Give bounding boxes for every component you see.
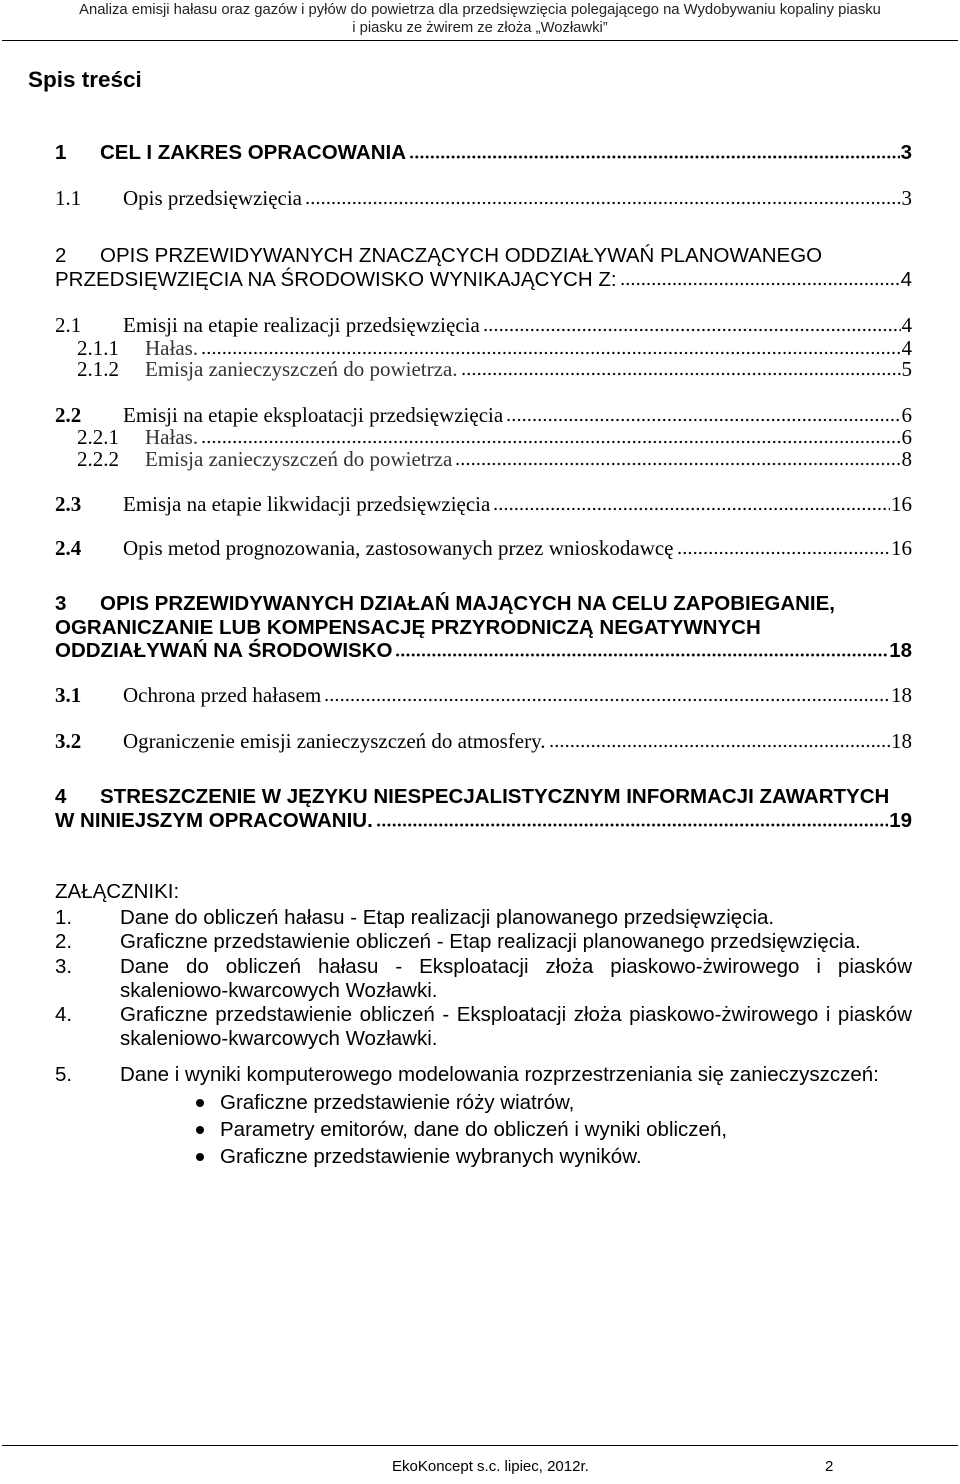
- attachment-number: 1.: [55, 906, 73, 929]
- toc-entry-line: [55, 616, 912, 640]
- attachment-item-5: [55, 1063, 912, 1087]
- toc-dot-leader: [376, 823, 888, 827]
- toc-entry-2-2-2: [77, 447, 912, 471]
- toc-entry-3-1: [55, 683, 912, 707]
- toc-entry-number: 2: [55, 244, 67, 267]
- toc-entry-1: [55, 141, 912, 165]
- attachment-subitem-1: [220, 1091, 574, 1115]
- toc-dot-leader: [409, 155, 900, 159]
- attachment-subitem-text: Graficzne przedstawienie róży wiatrów,: [220, 1091, 575, 1114]
- toc-entry-title: Ograniczenie emisji zanieczyszczeń do atmosfery.: [123, 729, 546, 753]
- toc-entry-number: 2.2.1: [77, 425, 119, 449]
- bullet-icon: [196, 1153, 204, 1161]
- attachment-text-line-2: skaleniowo-kwarcowych Wozławki.: [120, 979, 438, 1002]
- toc-entry-title: Emisji na etapie realizacji przedsięwzięcia: [123, 313, 480, 337]
- toc-entry-title: Ochrona przed hałasem: [123, 683, 322, 707]
- toc-entry-number: 2.1.2: [77, 357, 119, 381]
- attachment-subitem-text: Parametry emitorów, dane do obliczeń i wyniki obliczeń,: [220, 1118, 728, 1141]
- toc-entry-title-line-2: PRZEDSIĘWZIĘCIA NA ŚRODOWISKO WYNIKAJĄCYCH Z:: [55, 267, 617, 291]
- toc-entry-title: Emisja zanieczyszczeń do powietrza: [145, 447, 453, 471]
- toc-entry-title: Hałas.: [145, 336, 199, 360]
- toc-dot-leader: [506, 418, 900, 422]
- toc-entry-number: 2.3: [55, 492, 82, 516]
- toc-page-number: 4: [901, 313, 912, 337]
- toc-entry-number: 3.1: [55, 683, 82, 707]
- attachment-number: 3.: [55, 955, 73, 978]
- toc-entry-title: Emisja na etapie likwidacji przedsięwzięcia: [123, 492, 491, 516]
- toc-entry-3: [55, 592, 912, 663]
- toc-entry-2-4: [55, 536, 912, 560]
- toc-entry-2-2-1: [77, 425, 912, 449]
- toc-entry-title: Opis metod prognozowania, zastosowanych przez wnioskodawcę: [123, 536, 674, 560]
- attachment-subitem-text: Graficzne przedstawienie wybranych wyników.: [220, 1145, 642, 1168]
- toc-page-number: 18: [891, 729, 912, 753]
- toc-dot-leader: [305, 201, 900, 205]
- toc-entry-title: CEL I ZAKRES OPRACOWANIA: [100, 141, 406, 164]
- toc-entry-2-3: [55, 492, 912, 516]
- attachment-text: Dane i wyniki komputerowego modelowania rozprzestrzeniania się zanieczyszczeń:: [120, 1063, 879, 1086]
- toc-entry-title-line-2: OGRANICZANIE LUB KOMPENSACJĘ PRZYRODNICZĄ NEGATYWNYCH: [55, 615, 761, 639]
- toc-dot-leader: [677, 551, 890, 555]
- toc-entry-number: 2.2.2: [77, 447, 119, 471]
- toc-page-number: 8: [901, 447, 912, 471]
- toc-entry-title: Opis przedsięwzięcia: [123, 186, 303, 210]
- toc-page-number: 6: [901, 425, 912, 449]
- toc-entry-line: [55, 785, 912, 809]
- toc-page-number: 4: [901, 336, 912, 360]
- attachment-item-2: [55, 930, 912, 954]
- attachment-number: 4.: [55, 1003, 73, 1026]
- toc-entry-number: 4: [55, 785, 67, 808]
- toc-page-number: 6: [901, 403, 912, 427]
- header-line-1: Analiza emisji hałasu oraz gazów i pyłów do powietrza dla przedsięwzięcia polegającego na Wydobywaniu kopaliny piasku: [79, 2, 881, 18]
- toc-entry-number: 1: [55, 141, 67, 164]
- toc-dot-leader: [493, 507, 890, 511]
- toc-page-number: 18: [889, 639, 912, 662]
- toc-entry-number: 3: [55, 592, 67, 615]
- toc-entry-2: [55, 244, 912, 291]
- header-rule: [2, 40, 958, 41]
- toc-entry-2-1: [55, 313, 912, 337]
- toc-entry-2-2: [55, 403, 912, 427]
- attachment-text: Dane do obliczeń hałasu - Etap realizacji planowanego przedsięwzięcia.: [120, 906, 775, 929]
- attachment-number: 2.: [55, 930, 73, 953]
- bullet-icon: [196, 1099, 204, 1107]
- toc-entry-2-1-2: [77, 357, 912, 381]
- toc-entry-title-line-1: OPIS PRZEWIDYWANYCH ZNACZĄCYCH ODDZIAŁYWAŃ PLANOWANEGO: [100, 244, 823, 267]
- toc-entry-number: 2.2: [55, 403, 82, 427]
- toc-entry-1-1: [55, 186, 912, 210]
- toc-entry-title: Emisja zanieczyszczeń do powietrza.: [145, 357, 458, 381]
- attachment-item-4: [55, 1003, 912, 1051]
- attachment-item-3: [55, 955, 912, 1003]
- toc-title: Spis treści: [28, 67, 142, 92]
- toc-entry-number: 2.1: [55, 313, 82, 337]
- footer-page-number: 2: [825, 1458, 834, 1475]
- toc-entry-number: 2.1.1: [77, 336, 119, 360]
- toc-page-number: 3: [901, 186, 912, 210]
- toc-dot-leader: [620, 282, 900, 286]
- toc-entry-line: [55, 809, 912, 833]
- attachment-item-1: [55, 906, 912, 930]
- toc-dot-leader: [549, 744, 890, 748]
- toc-entry-number: 1.1: [55, 186, 82, 210]
- toc-page-number: 18: [891, 683, 912, 707]
- attachment-subitem-2: [220, 1118, 727, 1142]
- toc-entry-number: 3.2: [55, 729, 82, 753]
- attachment-text-line-1: Dane do obliczeń hałasu - Eksploatacji złoża piaskowo-żwirowego i piasków: [120, 955, 912, 978]
- bullet-icon: [196, 1126, 204, 1134]
- toc-entry-number: 2.4: [55, 536, 82, 560]
- toc-page-number: 3: [900, 141, 912, 164]
- footer-company: EkoKoncept s.c. lipiec, 2012r.: [392, 1458, 589, 1475]
- toc-page-number: 16: [891, 536, 912, 560]
- toc-entry-line: [55, 268, 912, 292]
- toc-dot-leader: [461, 372, 901, 376]
- toc-entry-title: Hałas.: [145, 425, 199, 449]
- toc-entry-title-line-3: ODDZIAŁYWAŃ NA ŚRODOWISKO: [55, 639, 393, 662]
- toc-entry-4: [55, 785, 912, 832]
- toc-page-number: 5: [901, 357, 912, 381]
- toc-dot-leader: [201, 440, 900, 444]
- toc-entry-line: [55, 592, 912, 616]
- attachment-text-line-1: Graficzne przedstawienie obliczeń - Eksploatacji złoża piaskowo-żwirowego i piasków: [120, 1003, 912, 1026]
- toc-entry-line: [55, 244, 912, 268]
- attachment-number: 5.: [55, 1063, 73, 1086]
- attachments-title: ZAŁĄCZNIKI:: [55, 880, 180, 903]
- toc-entry-line: [55, 639, 912, 663]
- attachment-text: Graficzne przedstawienie obliczeń - Etap realizacji planowanego przedsięwzięcia.: [120, 930, 861, 953]
- attachment-text-line-2: skaleniowo-kwarcowych Wozławki.: [120, 1027, 438, 1050]
- toc-dot-leader: [483, 328, 901, 332]
- toc-entry-title-line-1: STRESZCZENIE W JĘZYKU NIESPECJALISTYCZNYM INFORMACJI ZAWARTYCH: [100, 785, 890, 808]
- footer-rule: [2, 1445, 958, 1446]
- toc-entry-title-line-2: W NINIEJSZYM OPRACOWANIU.: [55, 808, 373, 832]
- toc-entry-3-2: [55, 729, 912, 753]
- toc-page-number: 4: [900, 267, 912, 291]
- toc-page-number: 19: [889, 808, 912, 832]
- toc-dot-leader: [201, 351, 900, 355]
- toc-dot-leader: [324, 698, 890, 702]
- header-line-2: i piasku ze żwirem ze złoża „Wozławki”: [352, 20, 608, 36]
- toc-page-number: 16: [891, 492, 912, 516]
- toc-dot-leader: [395, 653, 888, 657]
- toc-entry-title: Emisji na etapie eksploatacji przedsięwzięcia: [123, 403, 504, 427]
- toc-entry-title-line-1: OPIS PRZEWIDYWANYCH DZIAŁAŃ MAJĄCYCH NA CELU ZAPOBIEGANIE,: [100, 592, 835, 615]
- toc-dot-leader: [455, 462, 900, 466]
- attachment-subitem-3: [220, 1145, 642, 1169]
